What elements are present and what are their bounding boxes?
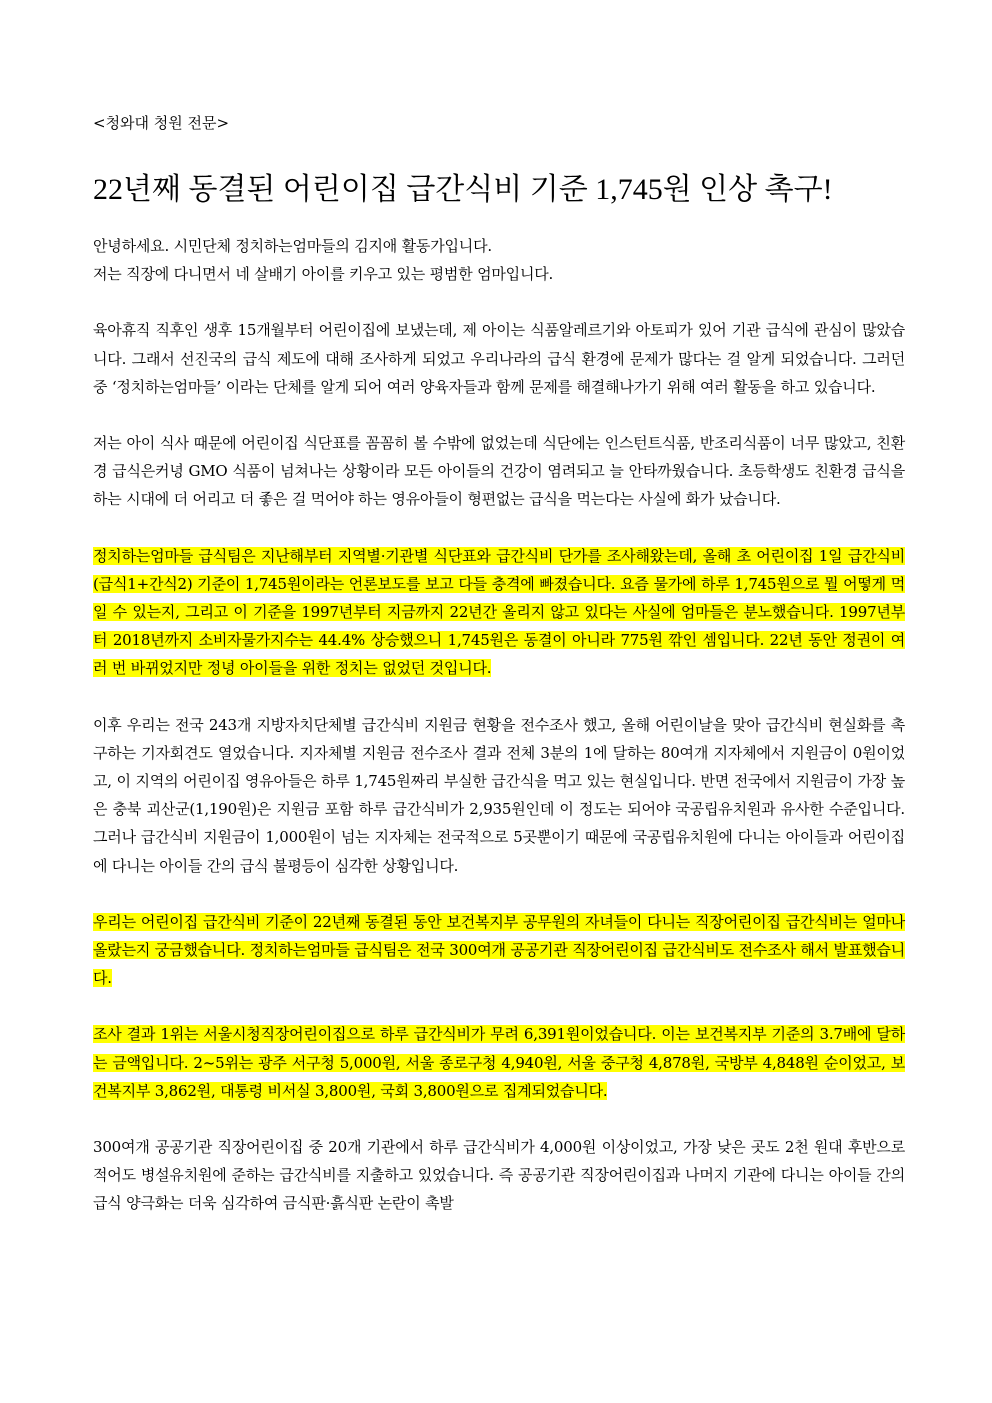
paragraph-text: 이후 우리는 전국 243개 지방자치단체별 급간식비 지원금 현황을 전수조사 했고, 올해 어린이날을 맞아 급간식비 현실화를 촉구하는 기자회견도 열었습니다. 지자체별 지원금 전수조사 결과 전체 3분의 1에 달하는 80여개 지자체에서 지원금이 0원이었고, 이 지역의 어린이집 영유아들은 하루 1,745원짜리 부실한 급간식을 먹고 있는 현실입니다. 반면 전국에서 지원금이 가장 높은 충북 괴산군(1,190원)은 지원금 포함 하루 급간식비가 2,935원인데 이 정도는 되어야 국공립유치원과 유사한 수준입니다. 그러나 급간식비 지원금이 1,000원이 넘는 지자체는 전국적으로 5곳뿐이기 때문에 국공립유치원에 다니는 아이들과 어린이집에 다니는 아이들 간의 급식 불평등이 심각한 상황입니다. <box>93 715 905 875</box>
paragraph <box>93 711 905 880</box>
paragraph-text: 안녕하세요. 시민단체 정치하는엄마들의 김지애 활동가입니다. <box>93 237 492 255</box>
highlighted-paragraph <box>93 1020 905 1105</box>
paragraph-text: 300여개 공공기관 직장어린이집 중 20개 기관에서 하루 급간식비가 4,000원 이상이었고, 가장 낮은 곳도 2천 원대 후반으로 적어도 병설유치원에 준하는 급간식비를 지출하고 있었습니다. 즉 공공기관 직장어린이집과 나머지 기관에 다니는 아이들 간의 급식 양극화는 더욱 심각하여 금식판·흙식판 논란이 촉발 <box>93 1138 905 1213</box>
paragraph <box>93 316 905 401</box>
paragraph-text: 육아휴직 직후인 생후 15개월부터 어린이집에 보냈는데, 제 아이는 식품알레르기와 아토피가 있어 기관 급식에 관심이 많았습니다. 그래서 선진국의 급식 제도에 대해 조사하게 되었고 우리나라의 급식 환경에 문제가 많다는 걸 알게 되었습니다. 그러던 중 ‘정치하는엄마들’ 이라는 단체를 알게 되어 여러 양육자들과 함께 문제를 해결해나가기 위해 여러 활동을 하고 있습니다. <box>93 321 905 396</box>
highlighted-paragraph <box>93 542 905 683</box>
paragraph <box>93 1133 905 1218</box>
document-page <box>93 112 905 1246</box>
document-body <box>93 232 905 1218</box>
document-title: 22년째 동결된 어린이집 급간식비 기준 1,745원 인상 촉구! <box>93 173 833 206</box>
paragraph <box>93 232 905 288</box>
document-label: <청와대 청원 전문> <box>93 114 230 132</box>
paragraph-text: 우리는 어린이집 급간식비 기준이 22년째 동결된 동안 보건복지부 공무원의 자녀들이 다니는 직장어린이집 급간식비는 얼마나 올랐는지 궁금했습니다. 정치하는엄마들 급식팀은 전국 300여개 공공기관 직장어린이집 급간식비도 전수조사 해서 발표했습니다. <box>93 912 905 988</box>
paragraph-text: 조사 결과 1위는 서울시청직장어린이집으로 하루 급간식비가 무려 6,391원이었습니다. 이는 보건복지부 기준의 3.7배에 달하는 금액입니다. 2~5위는 광주 서구청 5,000원, 서울 종로구청 4,940원, 서울 중구청 4,878원, 국방부 4,848원 순이었고, 보건복지부 3,862원, 대통령 비서실 3,800원, 국회 3,800원으로 집계되었습니다. <box>93 1025 905 1100</box>
highlighted-paragraph <box>93 908 905 993</box>
paragraph-text: 저는 직장에 다니면서 네 살배기 아이를 키우고 있는 평범한 엄마입니다. <box>93 265 554 284</box>
paragraph-text: 정치하는엄마들 급식팀은 지난해부터 지역별·기관별 식단표와 급간식비 단가를 조사해왔는데, 올해 초 어린이집 1일 급간식비(급식1+간식2) 기준이 1,745원이라는 언론보도를 보고 다들 충격에 빠졌습니다. 요즘 물가에 하루 1,745원으로 뭘 어떻게 먹일 수 있는지, 그리고 이 기준을 1997년부터 지금까지 22년간 올리지 않고 있다는 사실에 엄마들은 분노했습니다. 1997년부터 2018년까지 소비자물가지수는 44.4% 상승했으니 1,745원은 동결이 아니라 775원 깎인 셈입니다. 22년 동안 정권이 여러 번 바뀌었지만 정녕 아이들을 위한 정치는 없었던 것입니다. <box>93 546 905 678</box>
paragraph <box>93 429 905 514</box>
paragraph-text: 저는 아이 식사 때문에 어린이집 식단표를 꼼꼼히 볼 수밖에 없었는데 식단에는 인스턴트식품, 반조리식품이 너무 많았고, 친환경 급식은커녕 GMO 식품이 넘쳐나는 상황이라 모든 아이들의 건강이 염려되고 늘 안타까웠습니다. 초등학생도 친환경 급식을 하는 시대에 더 어리고 더 좋은 걸 먹어야 하는 영유아들이 형편없는 급식을 먹는다는 사실에 화가 났습니다. <box>93 434 905 509</box>
